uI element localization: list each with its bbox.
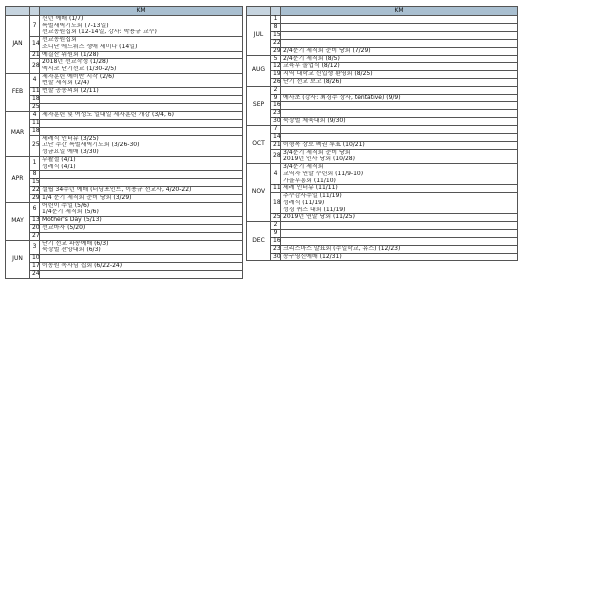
month-label: FEB bbox=[6, 73, 30, 111]
month-label: OCT bbox=[247, 126, 271, 164]
event-text: 선교동원집회 bbox=[42, 37, 77, 44]
events-cell bbox=[281, 24, 518, 32]
calendar-header-row bbox=[6, 7, 243, 16]
week-row bbox=[6, 73, 243, 87]
event-text: 크리스마스 발표회 (주일학교, 유스) (12/23) bbox=[283, 245, 401, 252]
event-text: 성경 퀴즈 대회 (11/19) bbox=[283, 206, 346, 213]
week-row bbox=[247, 40, 518, 48]
month-label: MAY bbox=[6, 202, 30, 240]
events-cell bbox=[281, 55, 518, 63]
week-row bbox=[6, 156, 243, 170]
week-row bbox=[247, 32, 518, 40]
events-cell bbox=[40, 179, 243, 187]
event-text: 지역 대학교 신입생 환영회 (8/25) bbox=[283, 71, 373, 78]
events-cell bbox=[281, 193, 518, 214]
sunday-date: 18 bbox=[30, 95, 40, 103]
event-text: 북장별 찬양대회 (6/3) bbox=[42, 247, 101, 254]
sunday-date: 7 bbox=[30, 16, 40, 37]
month-label: AUG bbox=[247, 55, 271, 86]
sunday-date: 13 bbox=[30, 217, 40, 225]
event-text: 추수감사주일 (11/19) bbox=[283, 193, 342, 200]
events-cell bbox=[40, 254, 243, 262]
week-row bbox=[6, 270, 243, 278]
sunday-date: 16 bbox=[271, 102, 281, 110]
events-cell bbox=[281, 32, 518, 40]
event-text: 북장별 체육대회 (9/30) bbox=[283, 118, 346, 125]
events-cell bbox=[281, 71, 518, 79]
events-cell bbox=[281, 164, 518, 185]
week-row bbox=[247, 102, 518, 110]
event-text: 설립 34주년 예배 (터닝포인트, 이용규 선교사, 4/20-22) bbox=[42, 187, 192, 194]
event-text: 2/4분기 제직회 (8/5) bbox=[283, 55, 340, 62]
month-label: NOV bbox=[247, 164, 271, 222]
event-text: 교육부 졸업식 (8/12) bbox=[283, 63, 340, 70]
week-row bbox=[247, 142, 518, 150]
sunday-date: 1 bbox=[271, 16, 281, 24]
calendar-body bbox=[247, 16, 518, 261]
event-text: 세례식 인터뷰 (3/25) bbox=[42, 135, 99, 142]
events-cell bbox=[40, 51, 243, 59]
event-text: 선교바자 (5/20) bbox=[42, 224, 86, 231]
sunday-date: 12 bbox=[271, 63, 281, 71]
events-cell bbox=[281, 214, 518, 222]
event-text: 3/4분기 제직회 준비 당회 bbox=[283, 149, 351, 156]
event-text: 이형복 장로 펙권 투표 (10/21) bbox=[283, 142, 365, 149]
events-cell bbox=[281, 16, 518, 24]
calendar-left-half bbox=[5, 6, 243, 279]
event-text: 이동원 목사님 집회 (6/22-24) bbox=[42, 262, 123, 269]
events-cell bbox=[40, 111, 243, 119]
event-text: 어린이 주일 (5/6) bbox=[42, 202, 90, 209]
week-row bbox=[247, 149, 518, 163]
event-text: 성금요일 예배 (3/30) bbox=[42, 149, 99, 156]
sunday-date: 4 bbox=[271, 164, 281, 185]
event-text: 송구영신예배 (12/31) bbox=[283, 253, 342, 260]
event-text: 성례식 (4/1) bbox=[42, 163, 76, 170]
events-cell bbox=[40, 194, 243, 202]
events-cell bbox=[281, 142, 518, 150]
sunday-date: 4 bbox=[30, 111, 40, 119]
week-row bbox=[247, 134, 518, 142]
events-cell bbox=[40, 16, 243, 37]
sunday-date: 9 bbox=[271, 94, 281, 102]
week-row bbox=[247, 16, 518, 24]
sunday-date: 28 bbox=[30, 59, 40, 73]
events-cell bbox=[281, 86, 518, 94]
week-row bbox=[247, 71, 518, 79]
week-row bbox=[6, 171, 243, 179]
week-row bbox=[247, 237, 518, 245]
week-row bbox=[247, 164, 518, 185]
sunday-date: 10 bbox=[30, 254, 40, 262]
sunday-date: 3 bbox=[30, 240, 40, 254]
sunday-date: 17 bbox=[30, 262, 40, 270]
sunday-date: 29 bbox=[30, 194, 40, 202]
events-cell bbox=[281, 134, 518, 142]
event-text: 신년 예배 (1/7) bbox=[42, 16, 84, 22]
sunday-date: 23 bbox=[271, 245, 281, 253]
events-cell bbox=[281, 102, 518, 110]
calendar-right-half bbox=[246, 6, 518, 261]
events-cell bbox=[40, 37, 243, 51]
sunday-date: 28 bbox=[271, 149, 281, 163]
calendar-header-row bbox=[247, 7, 518, 16]
week-row bbox=[6, 127, 243, 135]
event-text: 예사초 (강사: 최경주 장사, tentative) (9/9) bbox=[283, 94, 401, 101]
sunday-date: 21 bbox=[30, 51, 40, 59]
events-cell bbox=[281, 237, 518, 245]
week-row bbox=[247, 185, 518, 193]
event-text: 2019년 인사 당회 (10/28) bbox=[283, 156, 355, 163]
event-text: 세례 인터뷰 (11/11) bbox=[283, 185, 338, 192]
events-cell bbox=[281, 185, 518, 193]
month-label: JAN bbox=[6, 16, 30, 74]
event-text: 3/4분기 제직회 bbox=[283, 164, 324, 171]
sunday-date: 2 bbox=[271, 86, 281, 94]
event-text: 2/4분기 제직회 준비 당회 (7/29) bbox=[283, 48, 371, 54]
sunday-date: 8 bbox=[30, 171, 40, 179]
sunday-date: 20 bbox=[30, 224, 40, 232]
events-cell bbox=[40, 217, 243, 225]
week-row bbox=[247, 110, 518, 118]
event-text: 1/4 분기 제직회 준비 당회 (3/29) bbox=[42, 194, 132, 201]
sunday-date: 21 bbox=[271, 142, 281, 150]
event-text: 선교동원집회 (12-14일, 강사: 박용규 교수) bbox=[42, 29, 157, 36]
sunday-date: 16 bbox=[271, 237, 281, 245]
sunday-date: 22 bbox=[30, 187, 40, 195]
event-text: 가을부흥회 (11/10) bbox=[283, 177, 336, 184]
events-cell bbox=[281, 221, 518, 229]
week-row bbox=[6, 16, 243, 37]
event-text: 2018년 선교작정 (1/28) bbox=[42, 59, 109, 66]
week-row bbox=[6, 59, 243, 73]
month-label: MAR bbox=[6, 111, 30, 156]
header-blank-cell bbox=[6, 7, 30, 16]
events-cell bbox=[40, 127, 243, 135]
event-text: 단기 선교 파송예배 (6/3) bbox=[42, 240, 109, 247]
sunday-date: 23 bbox=[271, 110, 281, 118]
events-cell bbox=[281, 48, 518, 56]
sunday-date: 24 bbox=[30, 270, 40, 278]
sunday-date: 14 bbox=[30, 37, 40, 51]
sunday-date: 22 bbox=[271, 40, 281, 48]
events-cell bbox=[281, 94, 518, 102]
events-cell bbox=[281, 229, 518, 237]
event-text: 특별새벽기도회 (7-13일) bbox=[42, 22, 109, 29]
week-row bbox=[247, 55, 518, 63]
events-cell bbox=[281, 110, 518, 118]
week-row bbox=[6, 179, 243, 187]
sunday-date: 5 bbox=[271, 55, 281, 63]
sunday-date: 18 bbox=[271, 193, 281, 214]
week-row bbox=[247, 221, 518, 229]
week-row bbox=[6, 135, 243, 156]
month-label: SEP bbox=[247, 86, 271, 125]
events-cell bbox=[281, 78, 518, 86]
header-km: KM bbox=[40, 7, 243, 16]
events-cell bbox=[40, 171, 243, 179]
sunday-date: 6 bbox=[30, 202, 40, 216]
week-row bbox=[6, 95, 243, 103]
event-text: Mother's Day (5/13) bbox=[42, 217, 102, 224]
sunday-date: 15 bbox=[30, 179, 40, 187]
sunday-date: 2 bbox=[271, 221, 281, 229]
sunday-date: 29 bbox=[271, 48, 281, 56]
events-cell bbox=[40, 95, 243, 103]
sunday-date: 15 bbox=[271, 32, 281, 40]
events-cell bbox=[40, 59, 243, 73]
week-row bbox=[247, 126, 518, 134]
calendar-body bbox=[6, 16, 243, 279]
event-text: 성례식 (11/19) bbox=[283, 199, 325, 206]
week-row bbox=[6, 187, 243, 195]
events-cell bbox=[40, 232, 243, 240]
week-row bbox=[6, 37, 243, 51]
event-text: 제자훈련 예비반 시작 (2/6) bbox=[42, 73, 115, 80]
week-row bbox=[247, 48, 518, 56]
sunday-date: 4 bbox=[30, 73, 40, 87]
event-text: 2019년 연말 당회 (11/25) bbox=[283, 214, 355, 221]
sunday-date: 30 bbox=[271, 118, 281, 126]
sunday-date: 30 bbox=[271, 253, 281, 261]
events-cell bbox=[40, 103, 243, 111]
header-blank-cell bbox=[30, 7, 40, 16]
week-row bbox=[6, 262, 243, 270]
events-cell bbox=[40, 240, 243, 254]
month-label: DEC bbox=[247, 221, 271, 260]
event-text: 조니단 에드워즈 생애 세미나 (14일) bbox=[42, 43, 138, 50]
events-cell bbox=[281, 253, 518, 261]
events-cell bbox=[40, 135, 243, 156]
week-row bbox=[6, 103, 243, 111]
header-blank-cell bbox=[271, 7, 281, 16]
event-text: 제자훈련 및 여성노 일대일 제자훈련 개강 (3/4, 6) bbox=[42, 111, 174, 118]
week-row bbox=[6, 224, 243, 232]
week-row bbox=[6, 119, 243, 127]
events-cell bbox=[40, 156, 243, 170]
event-text: 단기 선교 보고 (8/26) bbox=[283, 78, 342, 85]
sunday-date: 18 bbox=[30, 127, 40, 135]
week-row bbox=[247, 229, 518, 237]
month-label: JUN bbox=[6, 240, 30, 278]
events-cell bbox=[40, 224, 243, 232]
week-row bbox=[6, 254, 243, 262]
sunday-date: 9 bbox=[271, 229, 281, 237]
event-text: 번할 제직회 (2/4) bbox=[42, 80, 90, 87]
week-row bbox=[247, 118, 518, 126]
header-blank-cell bbox=[247, 7, 271, 16]
week-row bbox=[6, 88, 243, 96]
week-row bbox=[247, 245, 518, 253]
events-cell bbox=[40, 262, 243, 270]
sunday-date: 25 bbox=[30, 135, 40, 156]
event-text: 1/4분기 제직회 (5/6) bbox=[42, 209, 99, 216]
events-cell bbox=[40, 202, 243, 216]
month-label: JUL bbox=[247, 16, 271, 56]
events-cell bbox=[281, 40, 518, 48]
sunday-date: 25 bbox=[271, 214, 281, 222]
week-row bbox=[247, 78, 518, 86]
event-text: 교역자 연말 수련회 (11/9-10) bbox=[283, 170, 364, 177]
week-row bbox=[6, 232, 243, 240]
sunday-date: 27 bbox=[30, 232, 40, 240]
events-cell bbox=[281, 126, 518, 134]
week-row bbox=[6, 202, 243, 216]
sunday-date: 11 bbox=[271, 185, 281, 193]
sunday-date: 19 bbox=[271, 71, 281, 79]
event-text: 부활절 (4/1) bbox=[42, 156, 76, 163]
events-cell bbox=[40, 187, 243, 195]
events-cell bbox=[281, 245, 518, 253]
events-cell bbox=[40, 270, 243, 278]
week-row bbox=[6, 194, 243, 202]
sunday-date: 7 bbox=[271, 126, 281, 134]
header-km: KM bbox=[281, 7, 518, 16]
week-row bbox=[6, 217, 243, 225]
sunday-date: 11 bbox=[30, 119, 40, 127]
week-row bbox=[247, 63, 518, 71]
week-row bbox=[6, 240, 243, 254]
event-text: 예결산 위원회 (1/28) bbox=[42, 51, 99, 58]
sunday-date: 11 bbox=[30, 88, 40, 96]
event-text: 고난 주간 특별새벽기도회 (3/26-30) bbox=[42, 142, 140, 149]
sunday-date: 25 bbox=[30, 103, 40, 111]
events-cell bbox=[40, 88, 243, 96]
sunday-date: 8 bbox=[271, 24, 281, 32]
week-row bbox=[6, 51, 243, 59]
events-cell bbox=[40, 119, 243, 127]
week-row bbox=[247, 86, 518, 94]
sunday-date: 26 bbox=[271, 78, 281, 86]
week-row bbox=[247, 193, 518, 214]
sunday-date: 1 bbox=[30, 156, 40, 170]
sunday-date: 14 bbox=[271, 134, 281, 142]
events-cell bbox=[281, 118, 518, 126]
week-row bbox=[247, 214, 518, 222]
week-row bbox=[247, 94, 518, 102]
week-row bbox=[6, 111, 243, 119]
week-row bbox=[247, 24, 518, 32]
events-cell bbox=[281, 63, 518, 71]
events-cell bbox=[281, 149, 518, 163]
event-text: 번할 공동의회 (2/11) bbox=[42, 88, 99, 95]
month-label: APR bbox=[6, 156, 30, 202]
week-row bbox=[247, 253, 518, 261]
event-text: 멕시코 단기선교 (1/30-2/5) bbox=[42, 66, 117, 73]
events-cell bbox=[40, 73, 243, 87]
